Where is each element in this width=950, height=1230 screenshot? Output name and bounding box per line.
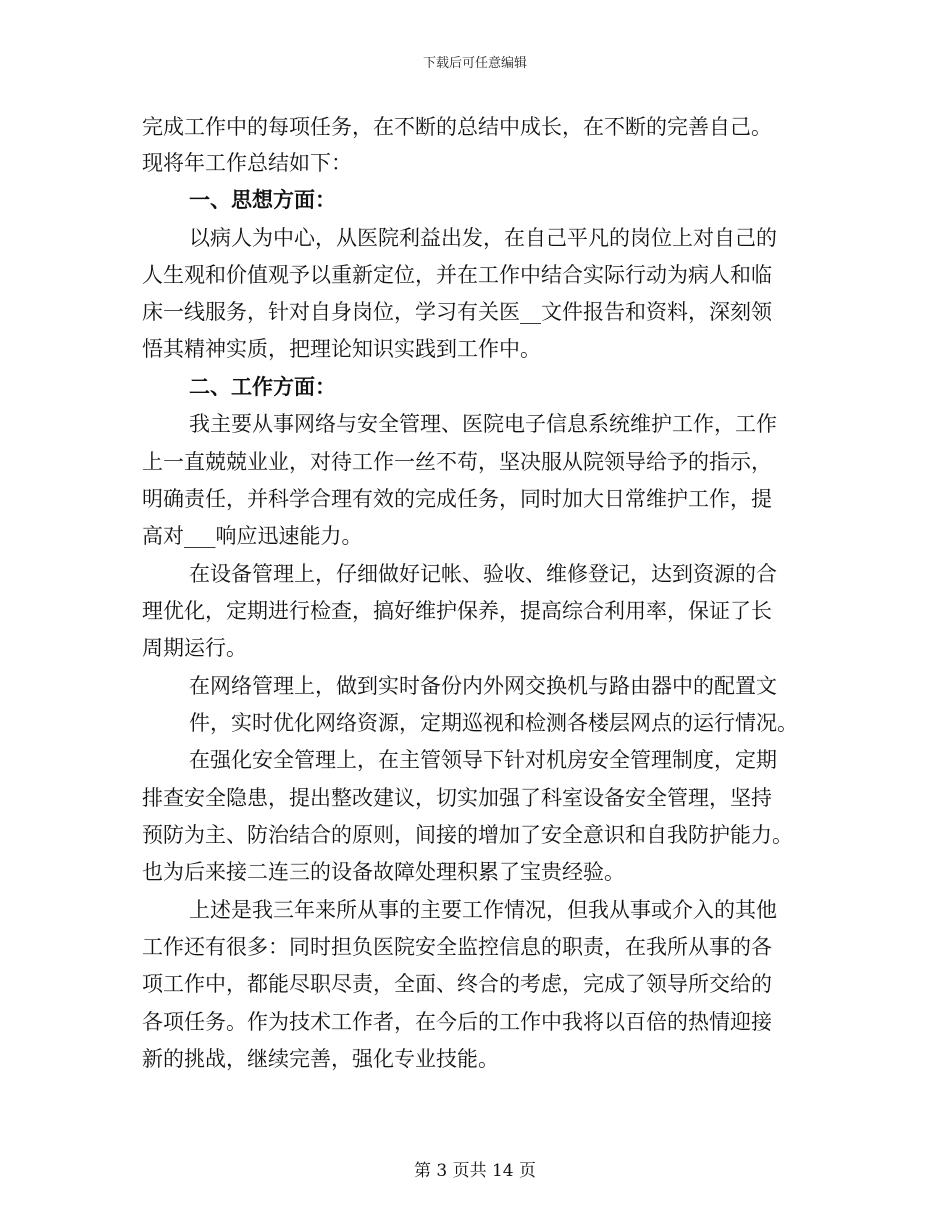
body-line-12: 理优化，定期进行检查，搞好维护保养，提高综合利用率，保证了长 <box>142 599 772 623</box>
body-line-24: 新的挑战，继续完善，强化专业技能。 <box>142 1047 499 1071</box>
body-line-13: 周期运行。 <box>142 636 247 660</box>
body-line-6: 悟其精神实质，把理论知识实践到工作中。 <box>142 337 541 361</box>
body-line-2: 现将年工作总结如下： <box>142 151 352 175</box>
body-line-5: 床一线服务，针对自身岗位，学习有关医__文件报告和资料，深刻领 <box>142 300 772 324</box>
body-line-16: 在强化安全管理上，在主管领导下针对机房安全管理制度，定期 <box>189 748 777 772</box>
body-line-21: 工作还有很多：同时担负医院安全监控信息的职责，在我所从事的各 <box>142 935 772 959</box>
body-line-10: 高对___响应迅速能力。 <box>142 524 363 548</box>
body-line-20: 上述是我三年来所从事的主要工作情况，但我从事或介入的其他 <box>189 898 777 922</box>
body-line-3: 以病人为中心，从医院利益出发，在自己平凡的岗位上对自己的 <box>189 226 777 250</box>
page-number-footer: 第 3 页共 14 页 <box>413 1161 537 1181</box>
body-line-17: 排查安全隐患，提出整改建议，切实加强了科室设备安全管理，坚持 <box>142 786 772 810</box>
body-line-22: 项工作中，都能尽职尽责，全面、终合的考虑，完成了领导所交给的 <box>142 972 772 996</box>
body-line-9: 明确责任，并科学合理有效的完成任务，同时加大日常维护工作，提 <box>142 487 772 511</box>
body-line-1: 完成工作中的每项任务，在不断的总结中成长，在不断的完善自己。 <box>142 115 772 139</box>
body-line-7: 我主要从事网络与安全管理、医院电子信息系统维护工作，工作 <box>189 412 777 436</box>
body-line-19: 也为后来接二连三的设备故障处理积累了宝贵经验。 <box>142 860 625 884</box>
body-line-23: 各项任务。作为技术工作者，在今后的工作中我将以百倍的热情迎接 <box>142 1010 772 1034</box>
body-line-15: 件，实时优化网络资源，定期巡视和检测各楼层网点的运行情况。 <box>189 711 798 735</box>
body-line-4: 人生观和价值观予以重新定位，并在工作中结合实际行动为病人和临 <box>142 263 772 287</box>
section-heading-work: 二、工作方面： <box>189 374 336 399</box>
body-line-11: 在设备管理上，仔细做好记帐、验收、维修登记，达到资源的合 <box>189 562 777 586</box>
body-line-8: 上一直兢兢业业，对待工作一丝不苟，坚决服从院领导给予的指示， <box>142 450 772 474</box>
page-header-note: 下载后可任意编辑 <box>422 56 527 71</box>
body-line-14: 在网络管理上，做到实时备份内外网交换机与路由器中的配置文 <box>189 674 777 698</box>
body-line-18: 预防为主、防治结合的原则，间接的增加了安全意识和自我防护能力。 <box>142 823 793 847</box>
section-heading-thought: 一、思想方面： <box>189 187 336 212</box>
